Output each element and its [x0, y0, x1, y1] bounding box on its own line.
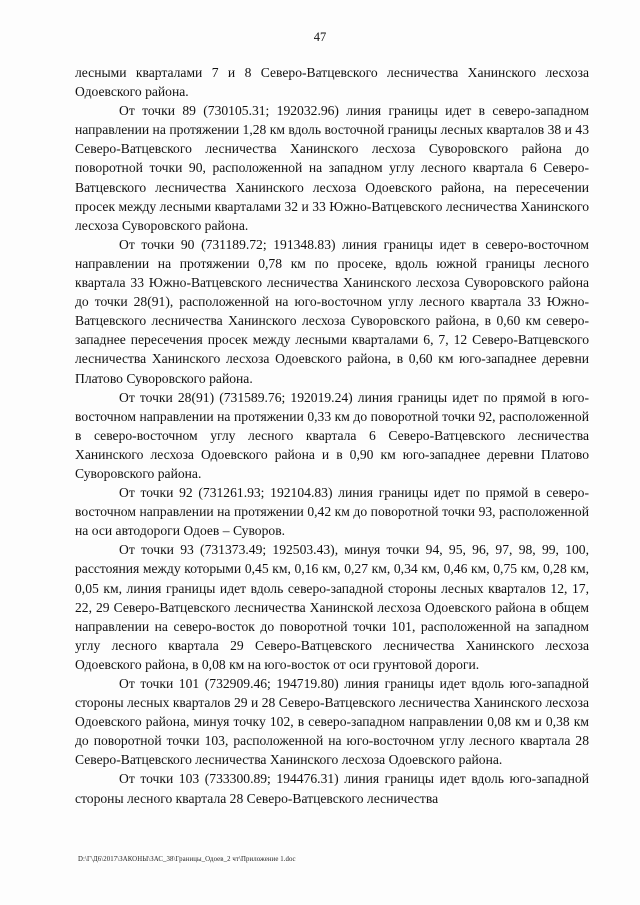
paragraph-point-103: От точки 103 (733300.89; 194476.31) линия границы идет вдоль юго-западной стороны лесного квартала 28 Северо-Ватцевского лесничества	[75, 771, 589, 806]
paragraph-point-92: От точки 92 (731261.93; 192104.83) линия границы идет по прямой в северо-восточном направлении на протяжении 0,42 км до поворотной точки 93, расположенной на оси автодороги Одоев – Суворов.	[75, 485, 589, 539]
paragraph-point-89: От точки 89 (730105.31; 192032.96) линия границы идет в северо-западном направлении на протяжении 1,28 км вдоль восточной границы лесных кварталов 38 и 43 Северо-Ватцевского лесничества Ханинского лесхоза Суворовского района до поворотной точки 90, расположенной на западном углу лесного квартала 6 Северо-Ватцевского лесничества Ханинского лесхоза Одоевского района, на пересечении просек между лесными кварталами 32 и 33 Южно-Ватцевского лесничества Ханинского лесхоза Суворовского района.	[75, 103, 589, 233]
paragraph-point-93: От точки 93 (731373.49; 192503.43), минуя точки 94, 95, 96, 97, 98, 99, 100, расстояния между которыми 0,45 км, 0,16 км, 0,27 км, 0,34 км, 0,46 км, 0,75 км, 0,28 км, 0,05 км, линия границы идет вдоль северо-западной стороны лесных кварталов 12, 17, 22, 29 Северо-Ватцевского лесничества Ханинской лесхоза Одоевского района в общем направлении на северо-восток до поворотной точки 101, расположенной на западном углу лесного квартала 29 Северо-Ватцевского лесничества Ханинского лесхоза Одоевского района, в 0,08 км на юго-восток от оси грунтовой дороги.	[75, 542, 589, 672]
paragraph-point-101: От точки 101 (732909.46; 194719.80) линия границы идет вдоль юго-западной стороны лесных кварталов 29 и 28 Северо-Ватцевского лесничества Ханинского лесхоза Одоевского района, минуя точку 102, в северо-западном направлении 0,08 км и 0,38 км до поворотной точки 103, расположенной на юго-восточном углу лесного квартала 28 Северо-Ватцевского лесничества Ханинского лесхоза Одоевского района.	[75, 676, 589, 768]
paragraph-point-28-91: От точки 28(91) (731589.76; 192019.24) линия границы идет по прямой в юго-восточном направлении на протяжении 0,33 км до поворотной точки 92, расположенной в северо-восточном углу лесного квартала 6 Северо-Ватцевского лесничества Ханинского лесхоза Одоевского района и в 0,90 км юго-западнее деревни Платово Суворовского района.	[75, 389, 589, 481]
paragraph-point-90: От точки 90 (731189.72; 191348.83) линия границы идет в северо-восточном направлении на протяжении 0,78 км по просеке, вдоль южной границы лесного квартала 33 Южно-Ватцевского лесничества Ханинского лесхоза Суворовского района до точки 28(91), расположенной на юго-восточном углу лесного квартала 33 Южно-Ватцевского лесничества Ханинского лесхоза Суворовского района, в 0,60 км северо-западнее пересечения просек между лесными кварталами 6, 7, 12 Северо-Ватцевского лесничества Ханинского лесхоза Одоевского района, в 0,60 км юго-западнее деревни Платово Суворовского района.	[75, 236, 589, 386]
paragraph-continuation: лесными кварталами 7 и 8 Северо-Ватцевского лесничества Ханинского лесхоза Одоевского района.	[75, 65, 589, 100]
page-number: 47	[313, 30, 327, 44]
footer-file-path: D:\Г\Д6\2017\ЗАКОНЫ\ЗАС_38\Границы_Одоев_2 чт\Приложение 1.doc	[78, 856, 296, 863]
document-body	[75, 63, 589, 808]
